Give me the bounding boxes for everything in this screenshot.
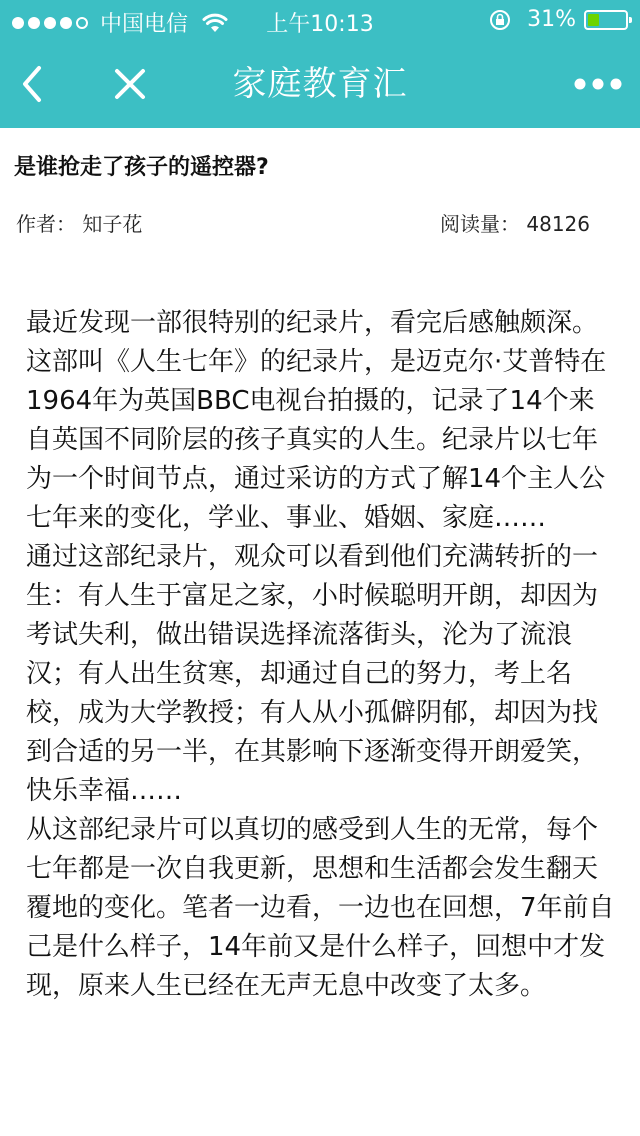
battery-nub: [629, 17, 632, 23]
status-right: [489, 7, 628, 32]
nav-bar: [0, 40, 640, 128]
carrier-name: 中国电信: [100, 12, 189, 37]
battery-percent: 31%: [527, 7, 576, 32]
battery-icon: [584, 10, 628, 30]
article-title: 是谁抢走了孩子的遥控器?: [14, 155, 269, 180]
article-author: 作者： 知子花: [16, 212, 143, 236]
paragraph: 最近发现一部很特别的纪录片，看完后感触颇深。这部叫《人生七年》的纪录片，是迈克尔·艾普特在1964年为英国BBC电视台拍摄的，记录了14个来自英国不同阶层的孩子真实的人生。纪录片以七年为一个时间节点，通过采访的方式了解14个主人公七年来的变化，学业、事业、婚姻、家庭……: [26, 308, 607, 533]
paragraph: 从这部纪录片可以真切的感受到人生的无常，每个七年都是一次自我更新，思想和生活都会发生翻天覆地的变化。笔者一边看，一边也在回想，7年前自己是什么样子，14年前又是什么样子，回想中才发现，原来人生已经在无声无息中改变了太多。: [26, 815, 615, 1001]
status-bar: [0, 0, 640, 40]
article-read-count: 阅读量： 48126: [440, 212, 590, 236]
more-button[interactable]: [568, 62, 628, 106]
status-time: 上午10:13: [266, 12, 374, 37]
more-icon: [574, 78, 622, 90]
header: [0, 0, 640, 128]
battery-fill: [588, 14, 599, 26]
paragraph: 通过这部纪录片，观众可以看到他们充满转折的一生：有人生于富足之家，小时候聪明开朗，却因为考试失利，做出错误选择流落街头，沦为了流浪汉；有人出生贫寒，却通过自己的努力，考上名校，成为大学教授；有人从小孤僻阴郁，却因为找到合适的另一半，在其影响下逐渐变得开朗爱笑，快乐幸福……: [26, 542, 599, 806]
rotation-lock-icon: [489, 9, 511, 31]
article-body: [26, 304, 616, 1006]
page-title: 家庭教育汇: [232, 64, 408, 104]
